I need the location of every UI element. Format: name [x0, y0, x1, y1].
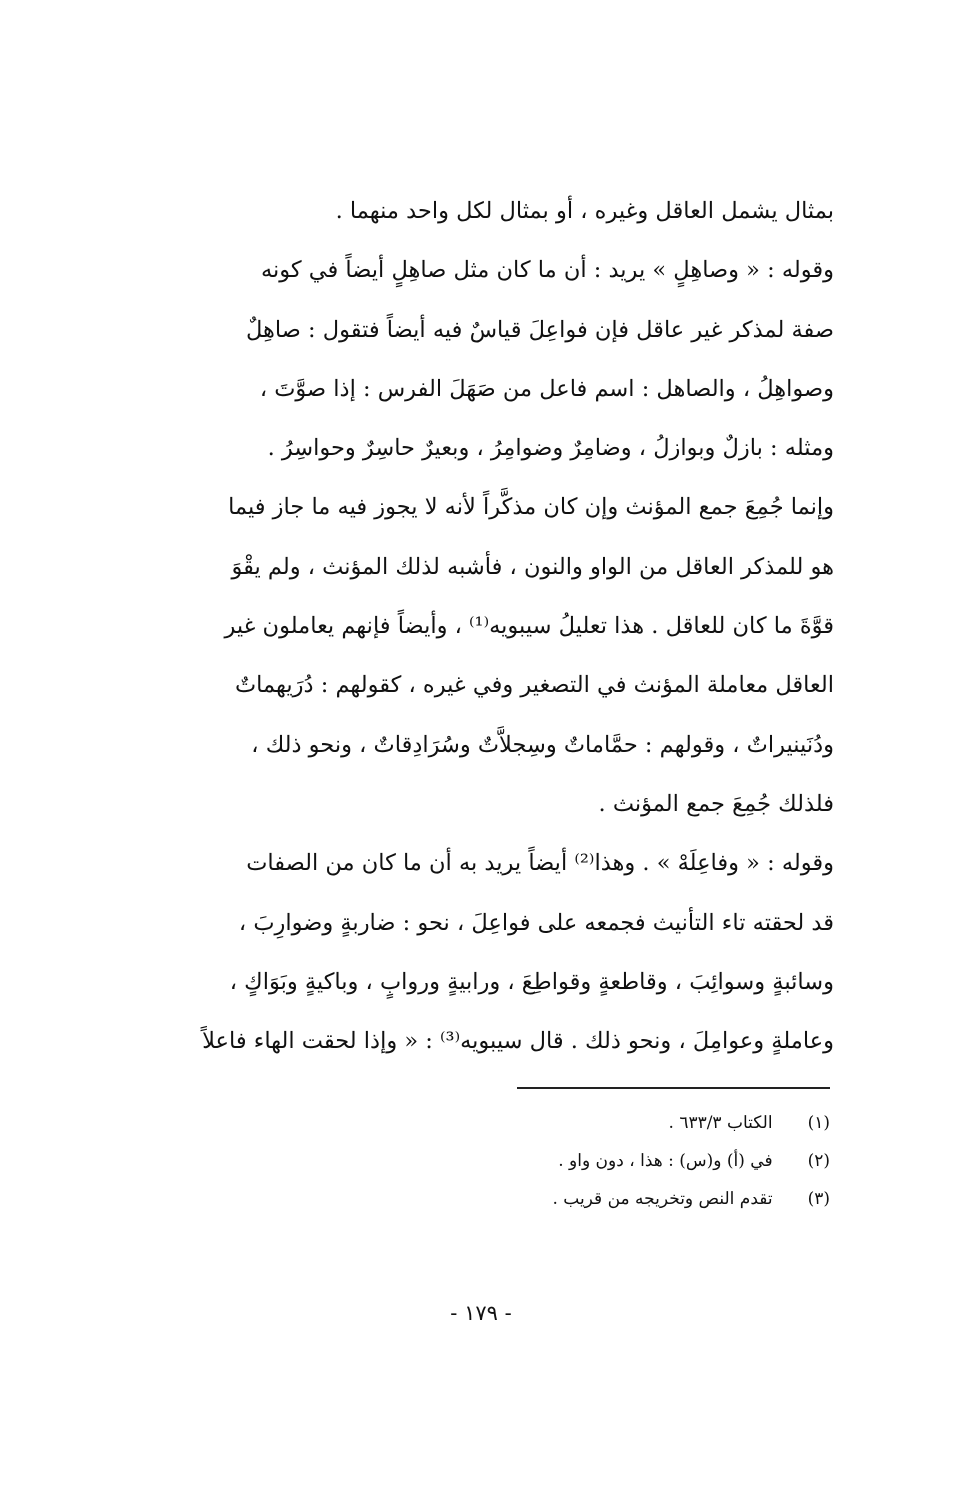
footnote-text: تقدم النص وتخريجه من قريب .	[552, 1189, 773, 1209]
footnote-number: (٢)	[807, 1151, 830, 1171]
text-line: صفة لمذكر غير عاقل فإن فواعِلَ قياسٌ فيه أيضاً فتقول : صاهِلٌ	[246, 316, 834, 343]
text-line: ودُنَينيراتٌ ، وقولهم : حمَّاماتٌ وسِجلاَّتٌ وسُرَادِقاتٌ ، ونحو ذلك ،	[251, 731, 834, 758]
text-line: وإنما جُمِعَ جمع المؤنث وإن كان مذكَّراً لأنه لا يجوز فيه ما جاز فيما	[228, 494, 834, 521]
text-line: وسائبةٍ وسوائِبَ ، وقاطعةٍ وقواطِعَ ، ورابيةٍ وروابٍ ، وباكيةٍ وبَوَاكٍ ،	[229, 968, 834, 995]
text-line: فلذلك جُمِعَ جمع المؤنث .	[598, 790, 834, 817]
body-text	[158, 182, 834, 1071]
text-line: وقوله : « وصاهِلٍ » يريد : أن ما كان مثل صاهِلٍ أيضاً في كونه	[260, 257, 834, 284]
text-line: وصواهِلُ ، والصاهل : اسم فاعل من صَهَلَ الفرس : إذا صوَّتَ ،	[259, 375, 834, 402]
page-number: - ١٧٩ -	[450, 1301, 512, 1325]
footnote-number: (٣)	[807, 1189, 830, 1209]
text-line: وعاملةٍ وعوامِلَ ، ونحو ذلك . قال سيبويه⁽³⁾ : « وإذا لحقت الهاء فاعلاً	[202, 1028, 834, 1055]
footnote-2	[400, 1142, 830, 1180]
text-line: ومثله : بازلٌ وبوازلُ ، وضامِرٌ وضوامِرُ ، وبعيرٌ حاسِرٌ وحواسِرُ .	[267, 435, 834, 462]
text-line: قوَّةَ ما كان للعاقل . هذا تعليلُ سيبويه⁽¹⁾ ، وأيضاً فإنهم يعاملون غير	[224, 613, 834, 640]
text-line: قد لحقته تاء التأنيث فجمعه على فواعِلَ ، نحو : ضاربةٍ وضوارِبَ ،	[238, 909, 834, 936]
text-line: هو للمذكر العاقل من الواو والنون ، فأشبه لذلك المؤنث ، ولم يقْوَ	[231, 553, 834, 580]
footnote-text: في (أ) و(س) : هذا ، دون واو .	[558, 1151, 773, 1171]
text-line: وقوله : « وفاعِلَهْ » . وهذا⁽²⁾ أيضاً يريد به أن ما كان من الصفات	[246, 850, 834, 877]
text-line: بمثال يشمل العاقل وغيره ، أو بمثال لكل واحد منهما .	[335, 198, 834, 224]
footnote-divider	[517, 1087, 830, 1089]
footnote-1	[400, 1104, 830, 1142]
text-line: العاقل معاملة المؤنث في التصغير وفي غيره ، كقولهم : دُرَيهماتٌ	[235, 672, 834, 699]
footnotes	[400, 1104, 830, 1218]
footnote-number: (١)	[807, 1113, 830, 1133]
footnote-3	[400, 1180, 830, 1218]
footnote-text: الكتاب ٦٣٣/٣ .	[668, 1113, 773, 1133]
